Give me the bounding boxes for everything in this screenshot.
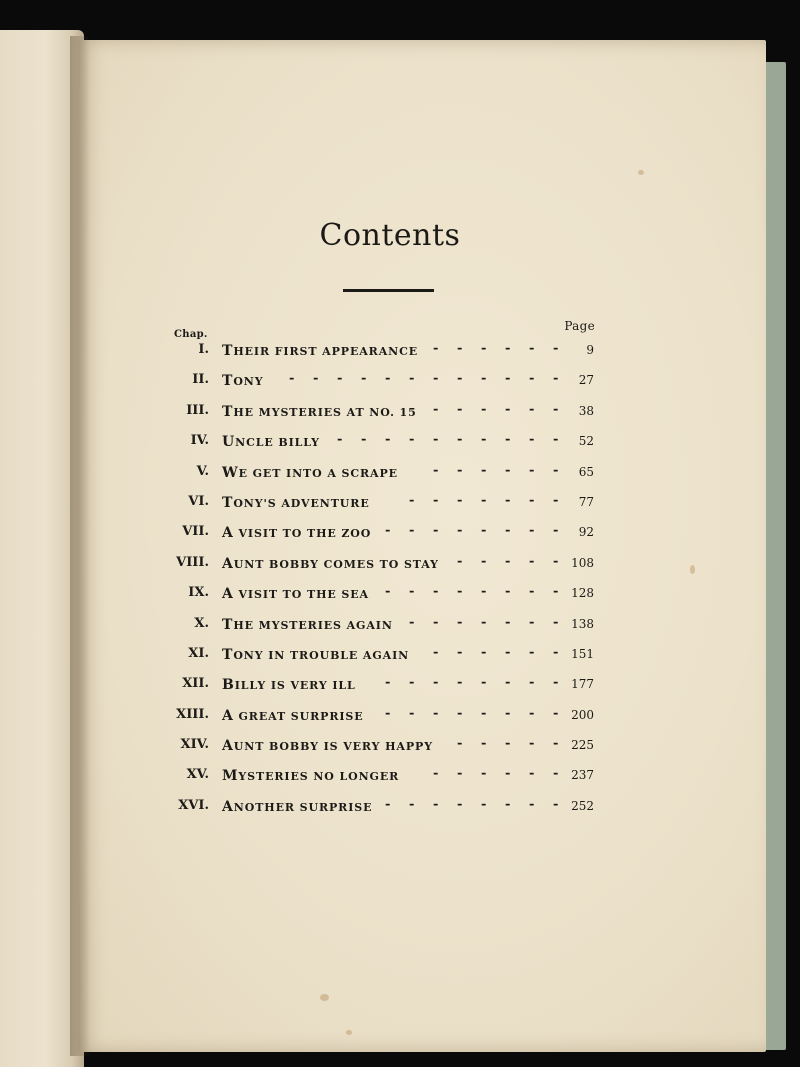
leader-dash: - [433,401,439,417]
leader-dash: - [433,796,439,812]
leader-dash: - [553,432,559,448]
toc-entry [0,732,800,762]
page-number: 65 [578,464,594,479]
leader-dash: - [505,584,511,600]
leader-dash: - [529,766,535,782]
leader-dash: - [529,432,535,448]
leader-dash: - [457,432,463,448]
chapter-number: IX. [188,585,209,601]
leader-dash: - [481,766,487,782]
chapter-number: VI. [188,493,209,509]
leader-dash: - [505,614,511,630]
leader-dash: - [529,492,535,508]
page-number: 237 [571,768,594,783]
leader-dash: - [433,644,439,660]
leader-dash: - [529,614,535,630]
leader-dash: - [505,492,511,508]
leader-dash: - [505,462,511,478]
leader-dash: - [553,401,559,417]
foxing-spot [320,994,329,1001]
leader-dash: - [457,371,463,387]
leader-dash: - [457,766,463,782]
chapter-number: V. [196,463,209,479]
leader-dash: - [481,523,487,539]
leader-dash: - [481,705,487,721]
leader-dash: - [505,766,511,782]
leader-dash: - [433,462,439,478]
leader-dash: - [553,492,559,508]
chapter-number: VII. [182,524,209,540]
leader-dash: - [457,553,463,569]
page-number: 151 [571,646,594,661]
leader-dash: - [553,523,559,539]
table-of-contents [0,337,800,823]
leader-dash: - [289,371,295,387]
page-number: 200 [571,707,594,722]
chapter-number: III. [186,402,209,418]
page-number: 9 [586,343,594,357]
leader-dash: - [481,796,487,812]
leader-dash: - [481,401,487,417]
leader-dash: - [337,432,343,448]
leader-dash: - [457,584,463,600]
toc-entry [0,580,800,610]
leader-dash: - [409,371,415,387]
leader-dash: - [409,492,415,508]
leader-dash: - [433,705,439,721]
chapter-title: A VISIT TO THE SEA [222,586,369,603]
leader-dash: - [481,736,487,752]
leader-dash: - [505,523,511,539]
leader-dash: - [553,371,559,387]
page-number: 27 [578,373,594,388]
page-number: 138 [571,616,594,631]
page-number: 128 [571,586,594,601]
page-number: 77 [578,494,594,509]
toc-entry [0,519,800,549]
leader-dash: - [457,736,463,752]
toc-entry [0,762,800,792]
leader-dash: - [433,584,439,600]
leader-dash: - [553,341,559,356]
chapter-title: MYSTERIES NO LONGER [222,768,400,785]
leader-dash: - [505,553,511,569]
chapter-title: THE MYSTERIES AT NO. 15 [222,403,417,420]
leader-dash: - [409,675,415,691]
leader-dash: - [553,553,559,569]
leader-dash: - [529,523,535,539]
toc-entry [0,611,800,641]
toc-entry [0,459,800,489]
leader-dash: - [481,341,487,356]
leader-dash: - [409,614,415,630]
leader-dash: - [385,705,391,721]
page-number: 92 [578,525,594,540]
leader-dash: - [433,341,439,356]
leader-dash: - [553,675,559,691]
chapter-title: TONY'S ADVENTURE [222,494,370,511]
leader-dash: - [505,675,511,691]
leader-dash: - [433,614,439,630]
leader-dash: - [529,796,535,812]
toc-entry [0,367,800,397]
chapter-title: TONY IN TROUBLE AGAIN [222,646,410,663]
leader-dash: - [409,705,415,721]
chapter-title: THE MYSTERIES AGAIN [222,616,393,633]
leader-dash: - [433,492,439,508]
leader-dash: - [553,614,559,630]
leader-dash: - [553,705,559,721]
chapter-number: VIII. [176,554,209,570]
leader-dash: - [529,341,535,356]
leader-dash: - [457,341,463,356]
chapter-column-heading: Chap. [174,329,208,340]
leader-dash: - [385,371,391,387]
chapter-number: XII. [182,676,209,692]
page-number: 108 [571,555,594,570]
toc-entry [0,641,800,671]
leader-dash: - [433,766,439,782]
leader-dash: - [361,432,367,448]
chapter-number: II. [192,372,209,388]
chapter-title: BILLY IS VERY ILL [222,677,356,694]
leader-dash: - [433,432,439,448]
toc-entry [0,550,800,580]
leader-dash: - [385,584,391,600]
leader-dash: - [553,644,559,660]
chapter-title: AUNT BOBBY COMES TO STAY [222,555,439,572]
page-title: Contents [319,218,461,253]
leader-dash: - [481,492,487,508]
toc-entry [0,671,800,701]
leader-dash: - [553,462,559,478]
leader-dash: - [529,705,535,721]
page-column-heading: Page [564,319,595,333]
leader-dash: - [385,796,391,812]
chapter-title: UNCLE BILLY [222,434,320,451]
leader-dash: - [505,371,511,387]
leader-dash: - [481,644,487,660]
chapter-title: ANOTHER SURPRISE [222,798,373,815]
toc-entry [0,793,800,823]
chapter-number: IV. [190,433,209,449]
leader-dash: - [529,644,535,660]
toc-entry [0,489,800,519]
leader-dash: - [385,523,391,539]
toc-entry [0,702,800,732]
chapter-number: XIII. [176,706,209,722]
leader-dash: - [457,523,463,539]
leader-dash: - [505,736,511,752]
chapter-title: AUNT BOBBY IS VERY HAPPY [222,738,433,755]
leader-dash: - [553,796,559,812]
leader-dash: - [337,371,343,387]
page-number: 177 [571,677,594,692]
leader-dash: - [457,492,463,508]
chapter-number: XIV. [180,737,209,753]
leader-dash: - [553,736,559,752]
foxing-spot [638,170,644,175]
leader-dash: - [553,584,559,600]
leader-dash: - [457,401,463,417]
leader-dash: - [529,675,535,691]
leader-dash: - [433,371,439,387]
leader-dash: - [481,371,487,387]
leader-dash: - [505,401,511,417]
chapter-number: XI. [188,645,209,661]
leader-dash: - [505,644,511,660]
leader-dash: - [409,796,415,812]
chapter-title: THEIR FIRST APPEARANCE [222,343,419,359]
leader-dash: - [481,432,487,448]
page-number: 252 [571,798,594,813]
leader-dash: - [529,371,535,387]
leader-dash: - [457,614,463,630]
leader-dash: - [409,584,415,600]
leader-dash: - [385,432,391,448]
leader-dash: - [457,462,463,478]
leader-dash: - [529,584,535,600]
chapter-title: A GREAT SURPRISE [222,707,364,724]
leader-dash: - [505,705,511,721]
chapter-title: TONY [222,373,264,390]
toc-entry [0,337,800,367]
toc-entry [0,428,800,458]
leader-dash: - [385,675,391,691]
leader-dash: - [361,371,367,387]
leader-dash: - [529,401,535,417]
leader-dash: - [409,523,415,539]
foxing-spot [346,1030,352,1035]
leader-dash: - [529,462,535,478]
leader-dash: - [481,462,487,478]
toc-entry [0,398,800,428]
leader-dash: - [457,705,463,721]
leader-dash: - [481,584,487,600]
title-rule [343,289,434,292]
chapter-number: XVI. [178,797,209,813]
leader-dash: - [481,553,487,569]
page-number: 52 [578,434,594,449]
leader-dash: - [505,432,511,448]
leader-dash: - [481,614,487,630]
page-number: 225 [571,738,594,753]
chapter-number: I. [198,342,209,357]
leader-dash: - [433,675,439,691]
leader-dash: - [433,523,439,539]
leader-dash: - [529,736,535,752]
chapter-title: WE GET INTO A SCRAPE [222,464,398,481]
leader-dash: - [457,644,463,660]
leader-dash: - [505,796,511,812]
leader-dash: - [313,371,319,387]
chapter-number: XV. [186,767,209,783]
leader-dash: - [529,553,535,569]
leader-dash: - [457,796,463,812]
page-number: 38 [578,403,594,418]
chapter-number: X. [194,615,209,631]
leader-dash: - [505,341,511,356]
leader-dash: - [409,432,415,448]
leader-dash: - [553,766,559,782]
chapter-title: A VISIT TO THE ZOO [222,525,372,542]
leader-dash: - [481,675,487,691]
leader-dash: - [457,675,463,691]
